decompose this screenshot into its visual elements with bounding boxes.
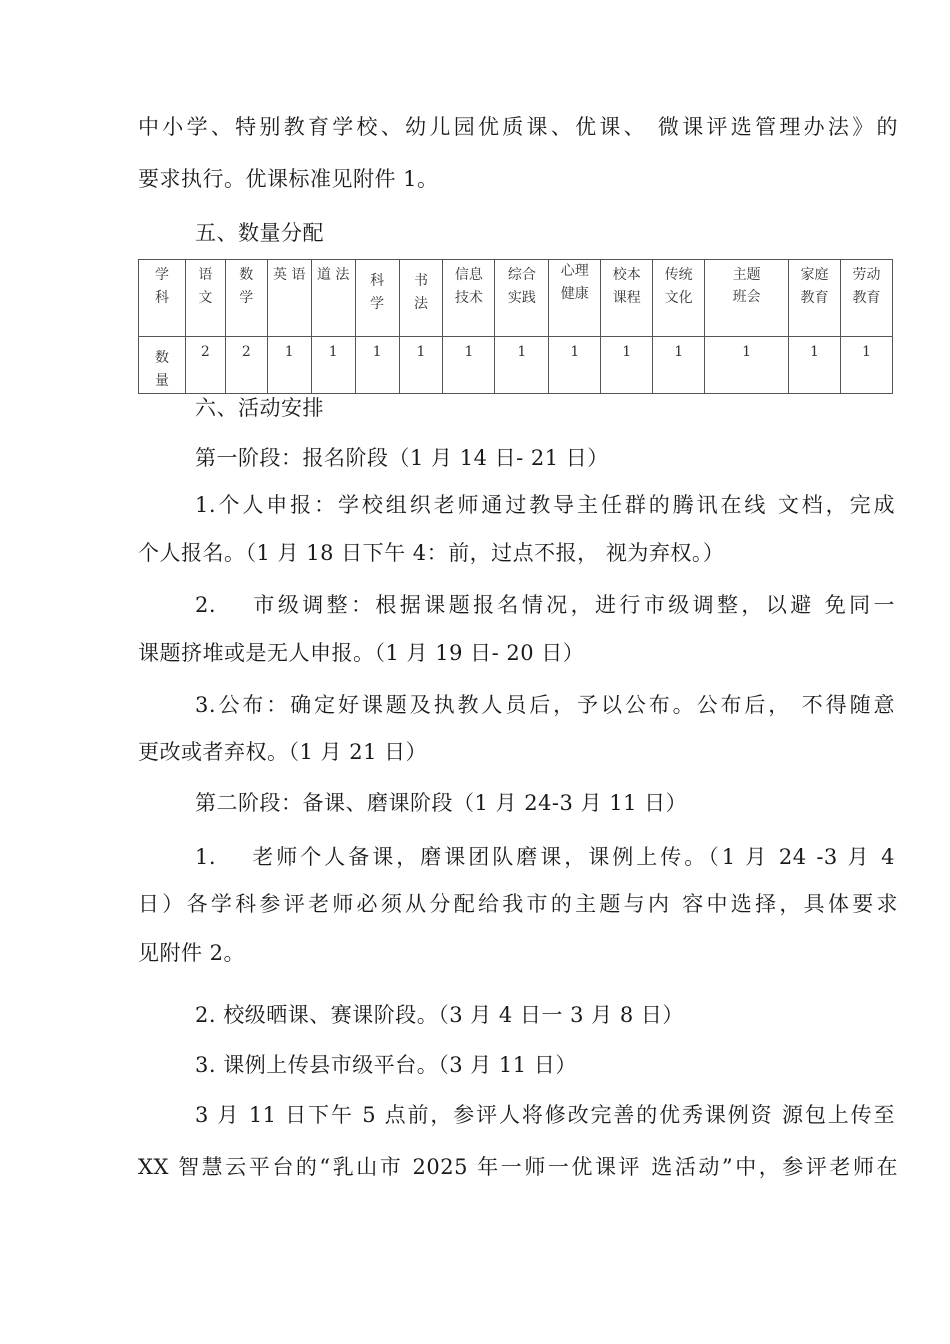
subject-cell: 数学	[225, 260, 267, 337]
stage1-item2-line2: 课题挤堆或是无人申报。（1 月 19 日- 20 日）	[138, 641, 585, 665]
subject-cell: 家庭教育	[789, 260, 841, 337]
subject-cell: 校本课程	[601, 260, 653, 337]
subject-cell: 信息技术	[443, 260, 495, 337]
subject-cell: 科学	[355, 260, 399, 337]
stage1-item3-line2: 更改或者弃权。（1 月 21 日）	[138, 740, 428, 764]
count-cell: 2	[225, 337, 267, 394]
stage2-item1-line1: 1. 老师个人备课，磨课团队磨课，课例上传。（1 月 24 -3 月 4	[195, 845, 895, 869]
stage2-item1-line2: 日）各学科参评老师必须从分配给我市的主题与内 容中选择，具体要求	[138, 892, 898, 916]
stage2-item1-line3: 见附件 2。	[138, 941, 246, 965]
stage1-item2-line1: 2. 市级调整：根据课题报名情况，进行市级调整，以避 免同一	[195, 593, 895, 617]
count-cell: 1	[443, 337, 495, 394]
subject-cell: 语文	[185, 260, 225, 337]
row-label-count: 数量	[139, 337, 186, 394]
allocation-table	[138, 259, 893, 394]
stage1-title: 第一阶段：报名阶段（1 月 14 日- 21 日）	[195, 446, 609, 470]
count-cell: 1	[549, 337, 601, 394]
stage2-item2: 2. 校级晒课、赛课阶段。（3 月 4 日一 3 月 8 日）	[195, 1003, 684, 1027]
row-label-subject: 学科	[139, 260, 186, 337]
count-cell: 1	[355, 337, 399, 394]
stage1-item1-line1: 1.个人申报：学校组织老师通过教导主任群的腾讯在线 文档，完成	[195, 493, 895, 517]
stage1-item1-line2: 个人报名。（1 月 18 日下午 4：前，过点不报， 视为弃权。）	[138, 541, 725, 565]
subject-cell: 道 法	[311, 260, 355, 337]
count-cell: 1	[495, 337, 549, 394]
count-cell: 1	[653, 337, 705, 394]
subject-cell: 劳动教育	[840, 260, 892, 337]
final-paragraph-line1: 3 月 11 日下午 5 点前，参评人将修改完善的优秀课例资 源包上传至	[195, 1103, 895, 1127]
count-cell: 1	[311, 337, 355, 394]
subject-cell: 主题 班会	[705, 260, 789, 337]
stage2-title: 第二阶段：备课、磨课阶段（1 月 24-3 月 11 日）	[195, 791, 688, 815]
subject-cell: 心理健康	[549, 260, 601, 337]
intro-line-1: 中小学、特别教育学校、幼儿园优质课、优课、 微课评选管理办法》的	[138, 115, 898, 139]
count-cell: 2	[185, 337, 225, 394]
stage1-item3-line1: 3.公布：确定好课题及执教人员后，予以公布。公布后， 不得随意	[195, 693, 895, 717]
subject-cell: 综合实践	[495, 260, 549, 337]
count-cell: 1	[267, 337, 311, 394]
subject-cell: 传统文化	[653, 260, 705, 337]
count-cell: 1	[705, 337, 789, 394]
final-paragraph-line2: XX 智慧云平台的“乳山市 2025 年一师一优课评 选活动”中，参评老师在	[138, 1155, 898, 1179]
count-cell: 1	[399, 337, 443, 394]
stage2-item3: 3. 课例上传县市级平台。（3 月 11 日）	[195, 1053, 577, 1077]
table-count-row	[139, 337, 893, 394]
count-cell: 1	[840, 337, 892, 394]
section6-heading: 六、活动安排	[195, 396, 324, 420]
intro-line-2: 要求执行。优课标准见附件 1。	[138, 167, 439, 191]
table-header-row	[139, 260, 893, 337]
section5-heading: 五、数量分配	[195, 221, 324, 245]
subject-cell: 书法	[399, 260, 443, 337]
count-cell: 1	[789, 337, 841, 394]
count-cell: 1	[601, 337, 653, 394]
subject-cell: 英 语	[267, 260, 311, 337]
